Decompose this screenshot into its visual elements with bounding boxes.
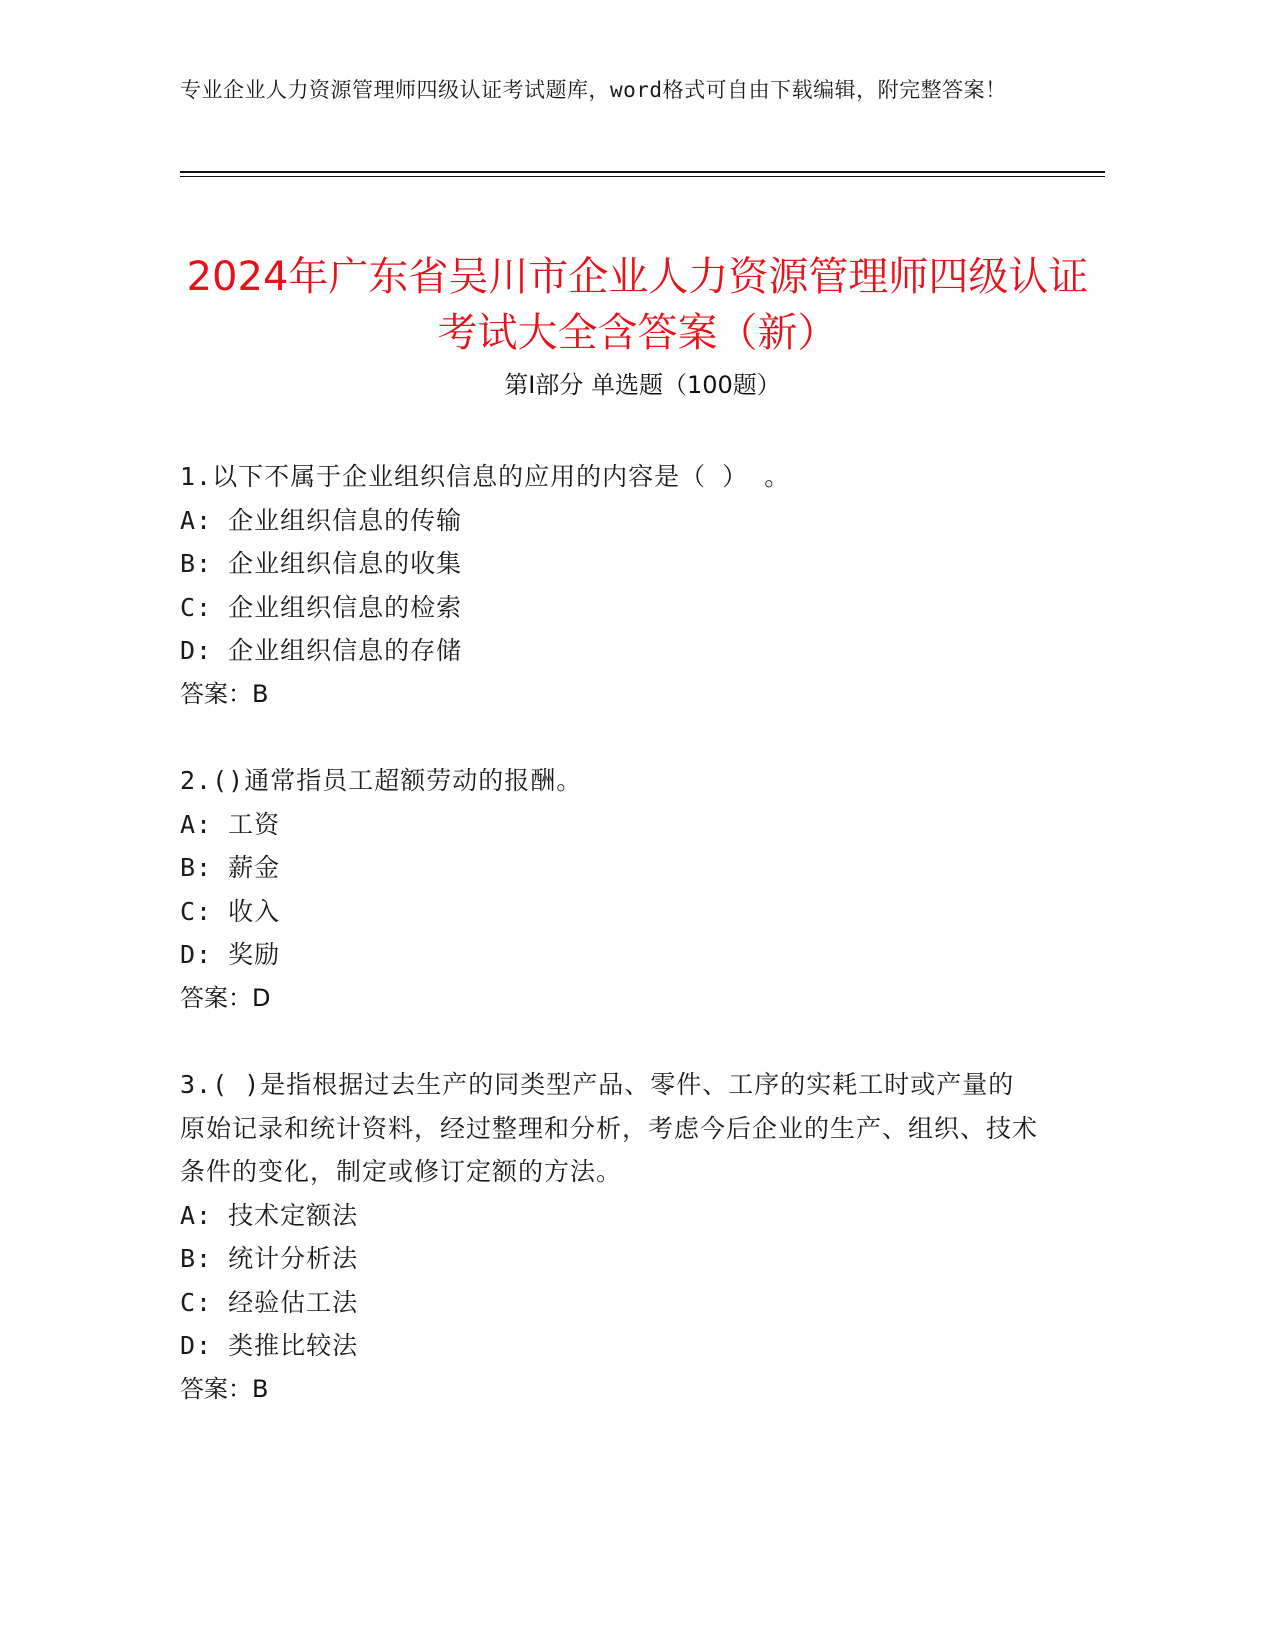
option-a: A: 企业组织信息的传输 xyxy=(180,505,463,535)
question-list xyxy=(180,455,1040,1454)
option-c: C: 收入 xyxy=(180,896,281,926)
header-note: 专业企业人力资源管理师四级认证考试题库，word格式可自由下载编辑，附完整答案！ xyxy=(180,78,1007,102)
question-1 xyxy=(180,455,1040,716)
answer-line: 答案：D xyxy=(180,983,271,1012)
question-stem: 3.( )是指根据过去生产的同类型产品、零件、工序的实耗工时或产量的原始记录和统计资料，经过整理和分析，考虑今后企业的生产、组织、技术条件的变化，制定或修订定额的方法。 xyxy=(180,1070,1039,1186)
header-divider-thick xyxy=(180,171,1105,173)
question-stem: 1.以下不属于企业组织信息的应用的内容是（ ） 。 xyxy=(180,462,791,491)
answer-line: 答案：B xyxy=(180,1374,269,1403)
option-c: C: 经验估工法 xyxy=(180,1287,359,1317)
section-title: 第Ⅰ部分 单选题（100题） xyxy=(504,371,781,399)
option-a: A: 工资 xyxy=(180,809,281,839)
option-b: B: 薪金 xyxy=(180,853,281,882)
option-c: C: 企业组织信息的检索 xyxy=(180,592,463,622)
option-d: D: 类推比较法 xyxy=(180,1331,359,1360)
question-3 xyxy=(180,1063,1040,1411)
question-stem: 2.()通常指员工超额劳动的报酬。 xyxy=(180,766,583,795)
question-2 xyxy=(180,759,1040,1020)
option-d: D: 企业组织信息的存储 xyxy=(180,636,463,665)
option-a: A: 技术定额法 xyxy=(180,1200,359,1230)
answer-line: 答案：B xyxy=(180,679,269,708)
document-title: 2024年广东省吴川市企业人力资源管理师四级认证考试大全含答案（新） xyxy=(186,253,1089,356)
header-divider-thin xyxy=(180,176,1105,177)
option-b: B: 企业组织信息的收集 xyxy=(180,549,463,578)
option-d: D: 奖励 xyxy=(180,940,281,969)
option-b: B: 统计分析法 xyxy=(180,1244,359,1273)
